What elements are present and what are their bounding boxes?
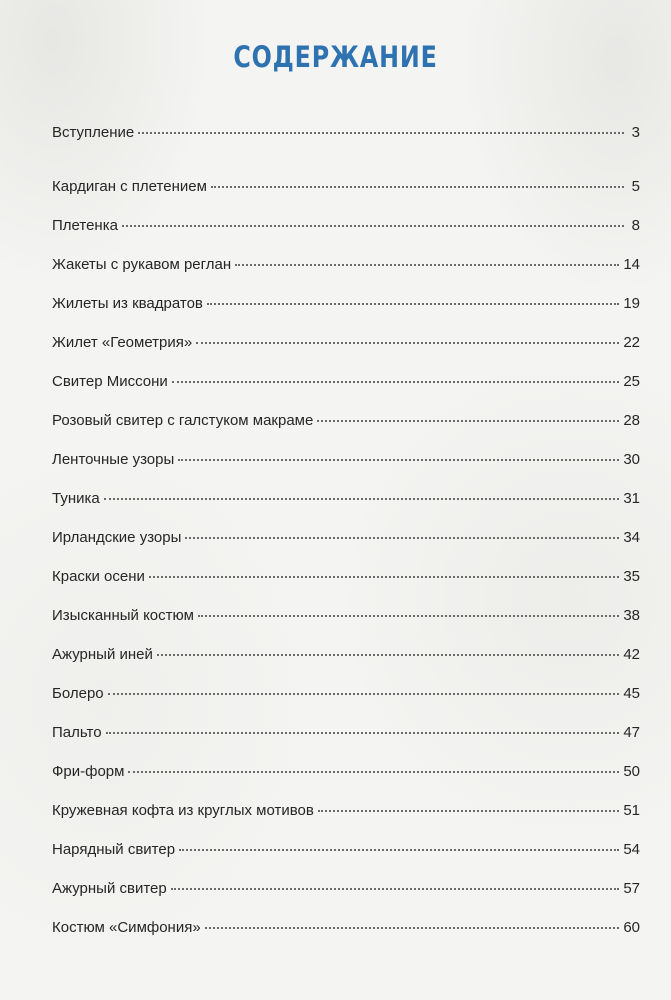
toc-entry-title: Костюм «Симфония» xyxy=(52,919,201,936)
toc-dot-leader xyxy=(198,615,619,617)
toc-entry xyxy=(52,334,640,373)
toc-entry-page-number: 14 xyxy=(623,256,640,273)
toc-entry-page-number: 5 xyxy=(631,178,640,195)
toc-entry xyxy=(52,646,640,685)
toc-entry xyxy=(52,178,640,217)
toc-entry xyxy=(52,412,640,451)
toc-dot-leader xyxy=(317,420,619,422)
toc-dot-leader xyxy=(172,381,620,383)
toc-entry xyxy=(52,802,640,841)
toc-entry xyxy=(52,256,640,295)
toc-entry-page-number: 19 xyxy=(623,295,640,312)
toc-dot-leader xyxy=(106,732,620,734)
toc-dot-leader xyxy=(318,810,619,812)
toc-entry xyxy=(52,763,640,802)
toc-entry xyxy=(52,529,640,568)
toc-entry xyxy=(52,919,640,958)
toc-entry-page-number: 30 xyxy=(623,451,640,468)
toc-dot-leader xyxy=(196,342,619,344)
toc-entry xyxy=(52,124,640,163)
toc-dot-leader xyxy=(157,654,619,656)
toc-dot-leader xyxy=(205,927,620,929)
toc-entry-title: Болеро xyxy=(52,685,104,702)
toc-dot-leader xyxy=(138,132,624,134)
toc-entry xyxy=(52,685,640,724)
toc-entry-title: Вступление xyxy=(52,124,135,141)
toc-dot-leader xyxy=(235,264,619,266)
toc-entry-title: Кардиган с плетением xyxy=(52,178,207,195)
toc-entry xyxy=(52,607,640,646)
toc-entry-page-number: 28 xyxy=(623,412,640,429)
toc-dot-leader xyxy=(178,459,619,461)
toc-entry-page-number: 38 xyxy=(623,607,640,624)
toc-entry xyxy=(52,880,640,919)
toc-entry-page-number: 45 xyxy=(623,685,640,702)
toc-entry-page-number: 54 xyxy=(623,841,640,858)
toc-entry-page-number: 42 xyxy=(623,646,640,663)
toc-entry-page-number: 25 xyxy=(623,373,640,390)
toc-entry-page-number: 47 xyxy=(623,724,640,741)
toc-dot-leader xyxy=(171,888,620,890)
toc-dot-leader xyxy=(122,225,624,227)
toc-entry-page-number: 35 xyxy=(623,568,640,585)
toc-entry-page-number: 50 xyxy=(623,763,640,780)
toc-entry-page-number: 51 xyxy=(623,802,640,819)
toc-entry-title: Ирландские узоры xyxy=(52,529,182,546)
toc-dot-leader xyxy=(149,576,619,578)
toc-entry-page-number: 22 xyxy=(623,334,640,351)
toc-entry xyxy=(52,568,640,607)
toc-entry-page-number: 3 xyxy=(631,124,640,141)
toc-entry-title: Нарядный свитер xyxy=(52,841,176,858)
toc-entry-page-number: 8 xyxy=(631,217,640,234)
toc-entry xyxy=(52,373,640,412)
toc-entry-title: Жилеты из квадратов xyxy=(52,295,203,312)
toc-entry xyxy=(52,451,640,490)
toc-entry-title: Жакеты с рукавом реглан xyxy=(52,256,232,273)
toc-dot-leader xyxy=(108,693,620,695)
toc-entry xyxy=(52,841,640,880)
toc-entry xyxy=(52,295,640,334)
toc-dot-leader xyxy=(207,303,619,305)
toc-entry-title: Ленточные узоры xyxy=(52,451,175,468)
toc-entry-title: Туника xyxy=(52,490,100,507)
toc-dot-leader xyxy=(211,186,624,188)
toc-entry-title: Свитер Миссони xyxy=(52,373,168,390)
toc-entry-title: Краски осени xyxy=(52,568,145,585)
toc-dot-leader xyxy=(104,498,620,500)
toc-entry-title: Плетенка xyxy=(52,217,118,234)
toc-entry-page-number: 34 xyxy=(623,529,640,546)
toc-entry xyxy=(52,217,640,256)
toc-entry-title: Ажурный свитер xyxy=(52,880,167,897)
toc-dot-leader xyxy=(128,771,619,773)
toc-entry-title: Изысканный костюм xyxy=(52,607,194,624)
toc-entry xyxy=(52,724,640,763)
toc-entry-page-number: 60 xyxy=(623,919,640,936)
page-title: СОДЕРЖАНИЕ xyxy=(233,40,438,74)
toc-entry xyxy=(52,490,640,529)
table-of-contents xyxy=(52,124,640,958)
toc-entry-title: Жилет «Геометрия» xyxy=(52,334,193,351)
toc-dot-leader xyxy=(185,537,619,539)
toc-entry-title: Фри-форм xyxy=(52,763,125,780)
toc-entry-page-number: 31 xyxy=(623,490,640,507)
toc-entry-title: Розовый свитер с галстуком макраме xyxy=(52,412,314,429)
toc-entry-title: Ажурный иней xyxy=(52,646,153,663)
toc-entry-title: Кружевная кофта из круглых мотивов xyxy=(52,802,314,819)
toc-dot-leader xyxy=(179,849,619,851)
toc-entry-page-number: 57 xyxy=(623,880,640,897)
toc-entry-title: Пальто xyxy=(52,724,102,741)
